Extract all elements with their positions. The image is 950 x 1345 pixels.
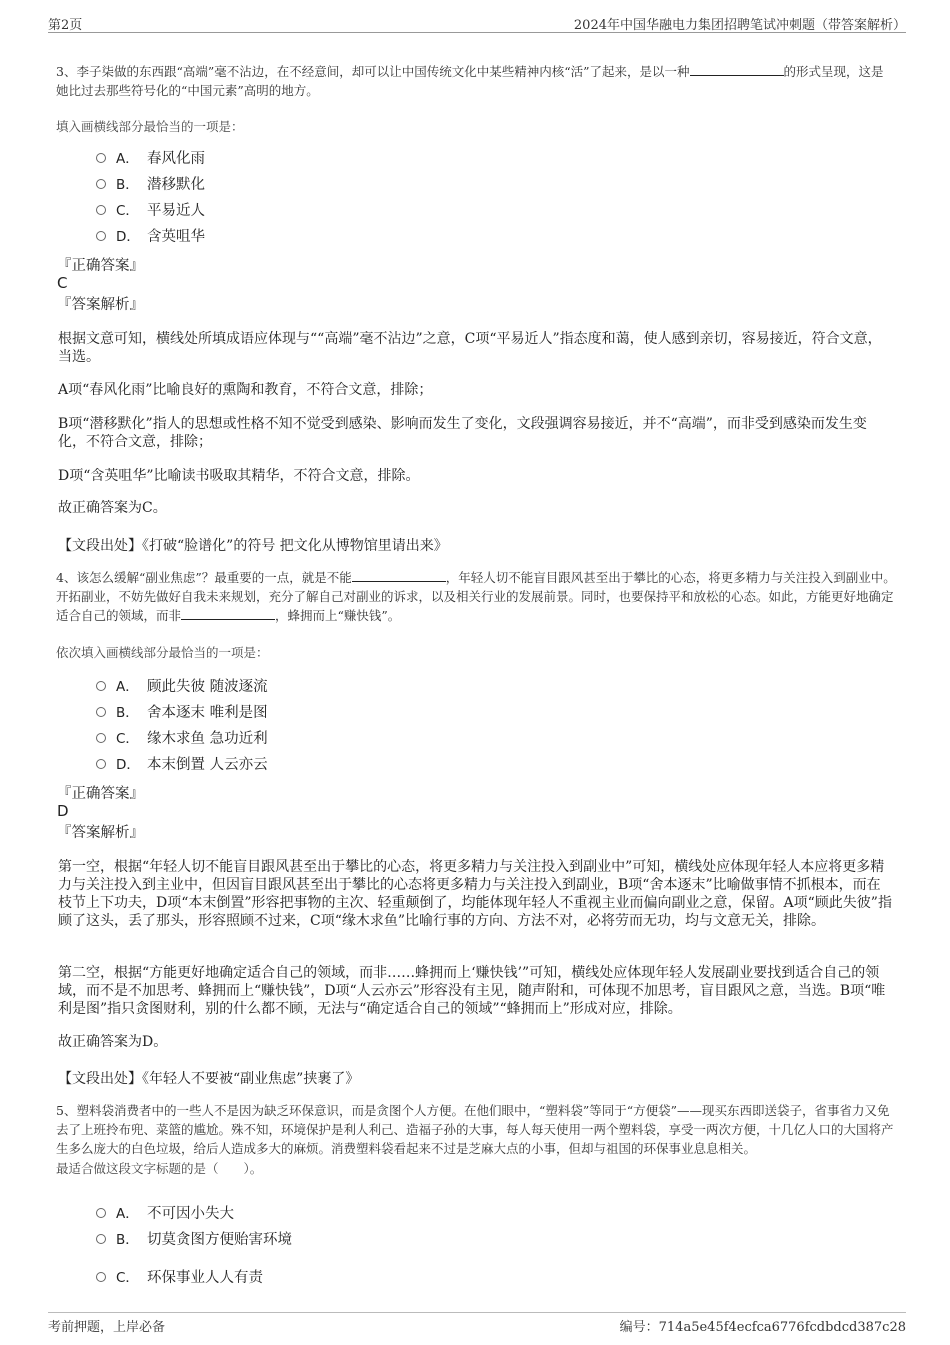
radio-icon[interactable] [96, 759, 106, 769]
analysis-label: 『答案解析』 [57, 825, 144, 841]
radio-icon[interactable] [96, 1234, 106, 1244]
analysis-paragraph: 第二空，根据“方能更好地确定适合自己的领域，而非……蜂拥而上‘赚快钱’”可知，横线处应体现年轻人发展副业要找到适合自己的领域，而不是不加思考、蜂拥而上“赚快钱”，D项“人云亦云”形容没有主见，随声附和，可体现不加思考，盲目跟风之意，当选。B项“唯利是图”指只贪图财利，别的什么都不顾，无法与“确定适合自己的领域”“蜂拥而上”形成对应，排除。 [58, 965, 886, 1017]
answer-blank[interactable] [181, 607, 275, 620]
radio-icon[interactable] [96, 205, 106, 215]
option-a[interactable]: A． 春风化雨 [96, 146, 205, 172]
question-5-stem: 5、塑料袋消费者中的一些人不是因为缺乏环保意识，而是贪图个人方便。在他们眼中，“塑料袋”等同于“方便袋”——现买东西即送袋子，省事省力又免去了上班拎布兜、菜篮的尴尬。殊不知，环境保护是利人利己、造福子孙的大事，每人每天使用一两个塑料袋，享受一两次方便，十几亿人口的大国将产生多么庞大的白色垃圾，给后人造成多大的麻烦。消费塑料袋看起来不过是芝麻大点的小事，但却与祖国的环保事业息息相关。 [56, 1103, 894, 1156]
question-5 [56, 1101, 896, 1177]
question-3 [56, 62, 896, 100]
analysis-conclusion: 故正确答案为C。 [58, 500, 167, 516]
question-5-prompt: 最适合做这段文字标题的是（ ）。 [56, 1161, 263, 1176]
option-a[interactable]: A． 顾此失彼 随波逐流 [96, 674, 268, 700]
radio-icon[interactable] [96, 153, 106, 163]
question-4-prompt: 依次填入画横线部分最恰当的一项是： [56, 645, 269, 660]
source-citation: 【文段出处】《打破“脸谱化”的符号 把文化从博物馆里请出来》 [58, 538, 448, 554]
answer-blank[interactable] [352, 569, 446, 582]
question-3-prompt: 填入画横线部分最恰当的一项是： [56, 119, 244, 134]
answer-blank[interactable] [690, 63, 784, 76]
document-code: 编号：714a5e45f4ecfca6776fcdbdcd387c28 [619, 1320, 906, 1335]
analysis-paragraph: A项“春风化雨”比喻良好的熏陶和教育，不符合文意，排除； [58, 382, 433, 398]
correct-answer: D [57, 802, 69, 820]
source-citation: 【文段出处】《年轻人不要被“副业焦虑”挟裹了》 [58, 1071, 360, 1087]
page-header [48, 12, 906, 33]
option-c[interactable]: C． 平易近人 [96, 198, 205, 224]
radio-icon[interactable] [96, 1208, 106, 1218]
option-d[interactable]: D． 含英咀华 [96, 224, 205, 250]
analysis-conclusion: 故正确答案为D。 [58, 1034, 168, 1050]
radio-icon[interactable] [96, 179, 106, 189]
radio-icon[interactable] [96, 231, 106, 241]
question-3-stem: 3、李子柒做的东西跟“高端”毫不沾边，在不经意间，却可以让中国传统文化中某些精神内核“活”了起来，是以一种 的形式呈现，这是她比过去那些符号化的“中国元素”高明的地方。 [56, 64, 884, 98]
radio-icon[interactable] [96, 707, 106, 717]
page-footer [48, 1312, 906, 1335]
option-a[interactable]: A． 不可因小失大 [96, 1201, 292, 1227]
radio-icon[interactable] [96, 1272, 106, 1282]
page-number: 第2页 [48, 18, 83, 33]
option-b[interactable]: B． 切莫贪图方便贻害环境 [96, 1227, 292, 1253]
analysis-paragraph: 第一空，根据“年轻人切不能盲目跟风甚至出于攀比的心态，将更多精力与关注投入到副业中”可知，横线处应体现年轻人本应将更多精力与关注投入到主业中，但因盲目跟风甚至出于攀比的心态将更多精力与关注投入到副业，B项“舍本逐末”比喻做事情不抓根本，而在枝节上下功夫，D项“本末倒置”形容把事物的主次、轻重颠倒了，均能体现年轻人不重视主业而偏向副业之意，保留。A项“顾此失彼”指顾了这头，丢了那头，形容照顾不过来，C项“缘木求鱼”比喻行事的方向、方法不对，必将劳而无功，均与文意无关，排除。 [58, 859, 892, 929]
option-c[interactable]: C． 缘木求鱼 急功近利 [96, 726, 268, 752]
question-4-stem: 4、该怎么缓解“副业焦虑”？最重要的一点，就是不能 ，年轻人切不能盲目跟风甚至出于攀比的心态，将更多精力与关注投入到副业中。开拓副业，不妨先做好自我未来规划，充分了解自己对副业的诉求，以及相关行业的发展前景。同时，也要保持平和放松的心态。如此，方能更好地确定适合自己的领域，而非 ，蜂拥而上“赚快钱”。 [56, 570, 896, 623]
correct-answer-label: 『正确答案』 [57, 258, 144, 274]
analysis-paragraph: 根据文意可知，横线处所填成语应体现与““高端”毫不沾边”之意，C项“平易近人”指态度和蔼，使人感到亲切，容易接近，符合文意，当选。 [58, 331, 882, 365]
question-5-options [96, 1201, 292, 1291]
analysis-paragraph: B项“潜移默化”指人的思想或性格不知不觉受到感染、影响而发生了变化，文段强调容易接近，并不“高端”，而非受到感染而发生变化，不符合文意，排除； [58, 416, 867, 450]
analysis-label: 『答案解析』 [57, 297, 144, 313]
question-3-options [96, 146, 205, 250]
footer-slogan: 考前押题，上岸必备 [48, 1320, 166, 1335]
question-4-options [96, 674, 268, 778]
radio-icon[interactable] [96, 681, 106, 691]
analysis-paragraph: D项“含英咀华”比喻读书吸取其精华，不符合文意，排除。 [58, 468, 420, 484]
option-b[interactable]: B． 舍本逐末 唯利是图 [96, 700, 268, 726]
correct-answer: C [57, 274, 68, 292]
option-c[interactable]: C． 环保事业人人有责 [96, 1265, 292, 1291]
radio-icon[interactable] [96, 733, 106, 743]
option-b[interactable]: B． 潜移默化 [96, 172, 205, 198]
document-title: 2024年中国华融电力集团招聘笔试冲刺题（带答案解析） [573, 18, 906, 33]
question-4 [56, 568, 896, 625]
correct-answer-label: 『正确答案』 [57, 786, 144, 802]
option-d[interactable]: D． 本末倒置 人云亦云 [96, 752, 268, 778]
